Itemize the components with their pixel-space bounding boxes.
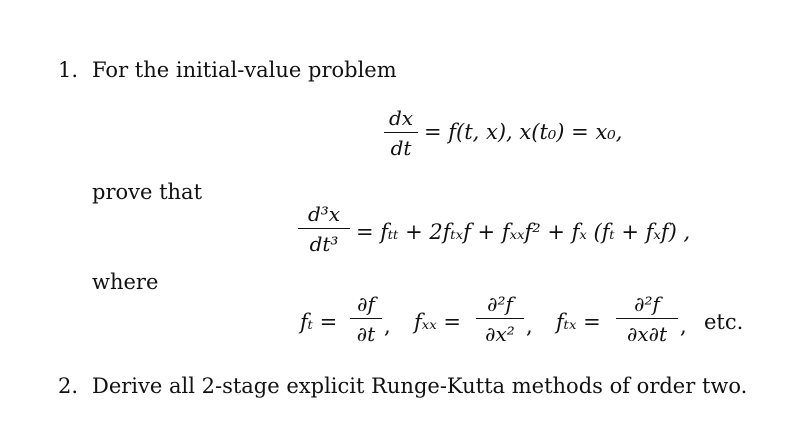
ftx-fraction [616, 292, 678, 346]
ftx-numerator: ∂²f [634, 292, 660, 316]
ode-lhs-fraction [384, 106, 418, 160]
fxx-denominator: ∂x² [485, 322, 515, 347]
fxx-lhs: fₓₓ = [414, 310, 461, 334]
etc-label: etc. [704, 310, 744, 334]
fxx-fraction [476, 292, 524, 346]
fxx-numerator: ∂²f [487, 292, 513, 316]
ftx-separator: , [680, 314, 687, 338]
ftx-denominator: ∂x∂t [627, 322, 667, 347]
where-label: where [92, 270, 159, 294]
third-derivative-rhs: = fₜₜ + 2fₜₓf + fₓₓf² + fₓ (fₜ + fₓf) , [356, 220, 691, 244]
ft-fraction [350, 292, 382, 346]
fraction-bar [616, 318, 678, 319]
problem-2-text: Derive all 2-stage explicit Runge-Kutta methods of order two. [92, 374, 748, 398]
ode-rhs: = f(t, x), x(t₀) = x₀, [424, 120, 623, 144]
ft-numerator: ∂f [357, 292, 375, 316]
problem-2-number: 2. [58, 374, 79, 398]
fraction-bar [298, 228, 350, 229]
fraction-bar [350, 318, 382, 319]
ft-denominator: ∂t [356, 322, 376, 347]
third-derivative-numerator: d³x [307, 202, 341, 226]
fxx-separator: , [526, 314, 533, 338]
ode-lhs-denominator: dt [390, 136, 412, 161]
problem-1-intro: For the initial-value problem [92, 58, 397, 82]
ft-separator: , [384, 314, 391, 338]
third-derivative-lhs-fraction [298, 202, 350, 256]
ftx-lhs: fₜₓ = [556, 310, 601, 334]
third-derivative-denominator: dt³ [309, 232, 339, 257]
fraction-bar [476, 318, 524, 319]
ft-lhs: fₜ = [300, 310, 338, 334]
prove-label: prove that [92, 180, 203, 204]
fraction-bar [384, 132, 418, 133]
ode-lhs-numerator: dx [388, 106, 414, 130]
problem-1-number: 1. [58, 58, 79, 82]
